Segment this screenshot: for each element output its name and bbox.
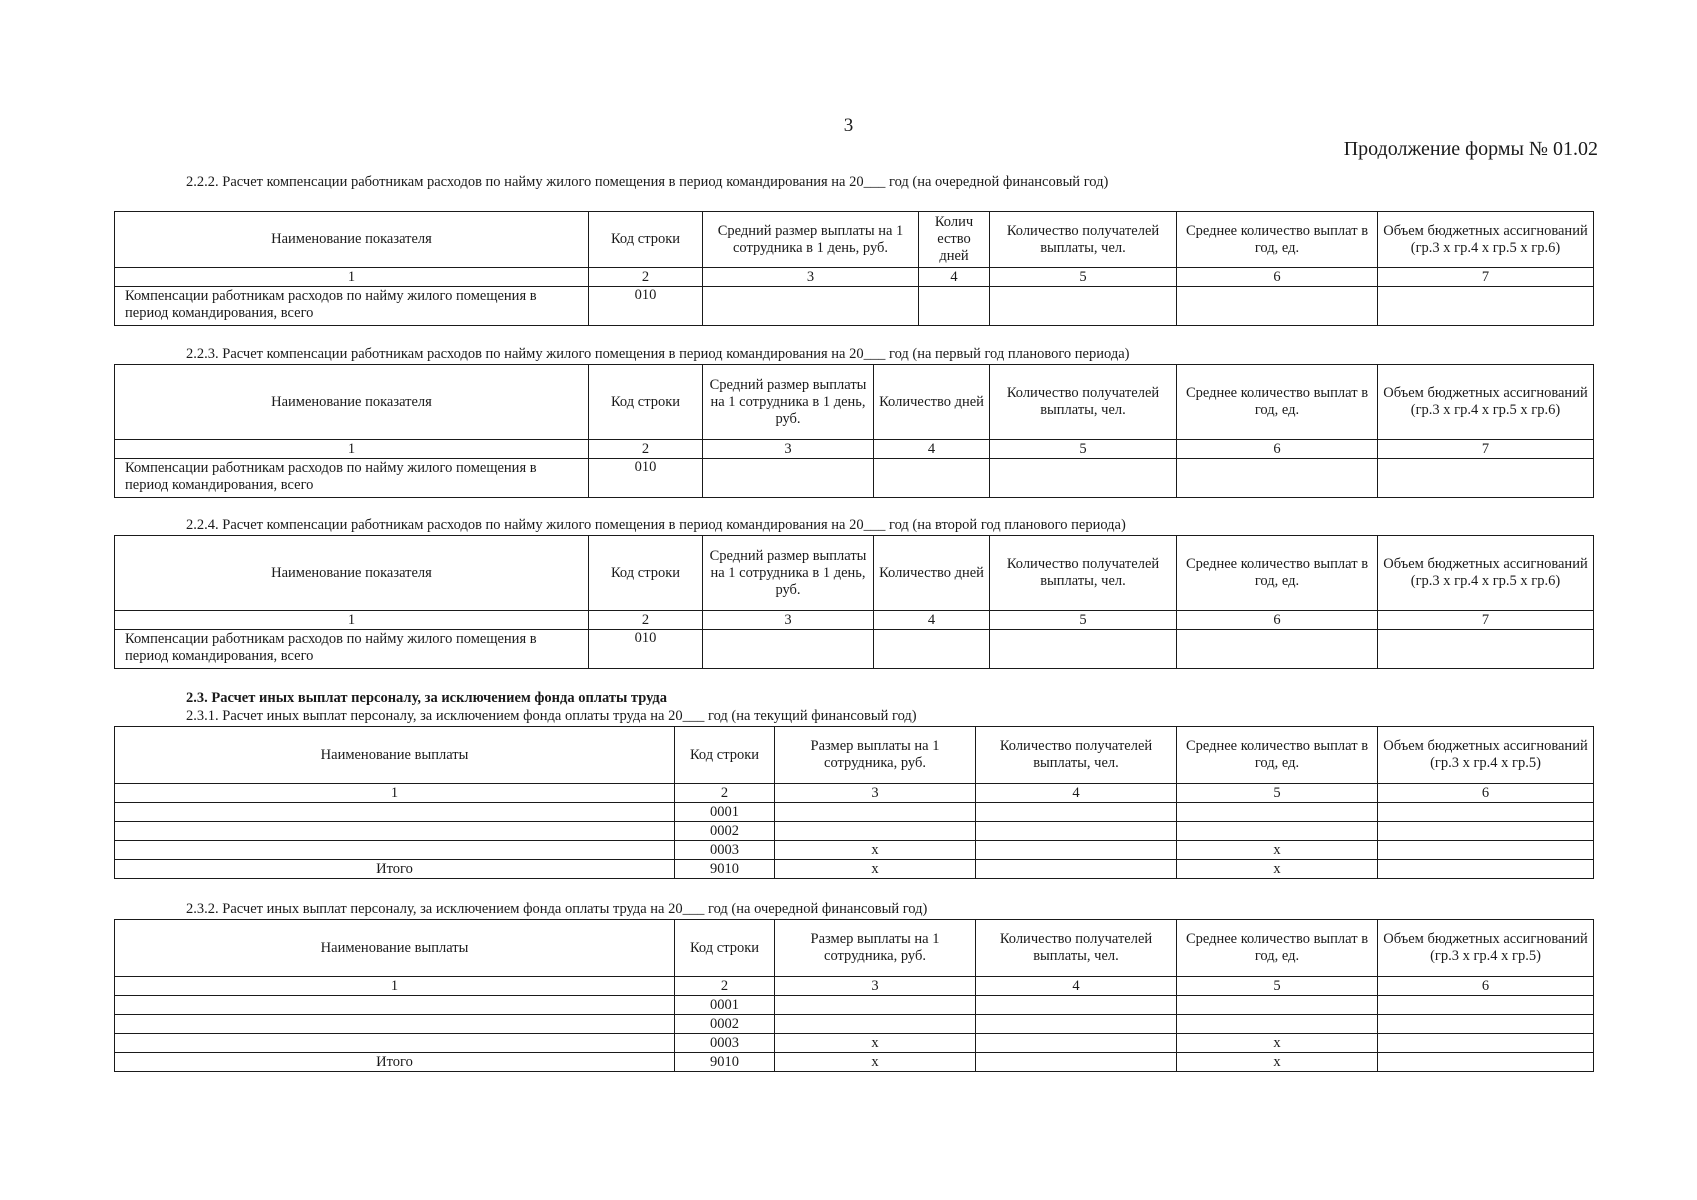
- column-number: 1: [115, 977, 675, 996]
- column-number: 1: [115, 611, 589, 630]
- header-cell: Наименование выплаты: [115, 727, 675, 784]
- row-name[interactable]: [115, 822, 675, 841]
- input-cell[interactable]: [1378, 630, 1594, 669]
- header-cell: Среднее количество выплат в год, ед.: [1177, 920, 1378, 977]
- header-cell: Количество получателей выплаты, чел.: [976, 920, 1177, 977]
- header-cell: Среднее количество выплат в год, ед.: [1177, 212, 1378, 268]
- row-code: 9010: [675, 1053, 775, 1072]
- column-number: 5: [990, 440, 1177, 459]
- table-231: [114, 726, 1594, 879]
- header-cell: Объем бюджетных ассигнований (гр.3 х гр.4 х гр.5): [1378, 727, 1594, 784]
- input-cell[interactable]: [1177, 996, 1378, 1015]
- input-cell[interactable]: [976, 841, 1177, 860]
- input-cell[interactable]: [1177, 822, 1378, 841]
- column-number: 7: [1378, 440, 1594, 459]
- input-cell[interactable]: [1378, 459, 1594, 498]
- header-cell: Наименование показателя: [115, 212, 589, 268]
- header-cell: Объем бюджетных ассигнований (гр.3 х гр.4 х гр.5 х гр.6): [1378, 536, 1594, 611]
- header-cell: Средний размер выплаты на 1 сотрудника в 1 день, руб.: [703, 365, 874, 440]
- row-name[interactable]: [115, 1015, 675, 1034]
- header-cell: Объем бюджетных ассигнований (гр.3 х гр.4 х гр.5): [1378, 920, 1594, 977]
- header-cell: Объем бюджетных ассигнований (гр.3 х гр.4 х гр.5 х гр.6): [1378, 212, 1594, 268]
- column-number: 2: [589, 440, 703, 459]
- row-name: Компенсации работникам расходов по найму жилого помещения в период командирования, всего: [115, 459, 589, 498]
- input-cell[interactable]: [976, 1015, 1177, 1034]
- header-cell: Код строки: [675, 920, 775, 977]
- input-cell[interactable]: [1378, 841, 1594, 860]
- column-number: 3: [703, 440, 874, 459]
- column-number: 4: [919, 268, 990, 287]
- input-cell[interactable]: [1378, 1034, 1594, 1053]
- column-number: 6: [1378, 977, 1594, 996]
- crossed-cell: х: [775, 860, 976, 879]
- column-number: 5: [1177, 784, 1378, 803]
- input-cell[interactable]: [775, 822, 976, 841]
- row-name[interactable]: [115, 996, 675, 1015]
- row-code: 0003: [675, 1034, 775, 1053]
- input-cell[interactable]: [1177, 630, 1378, 669]
- header-cell: Объем бюджетных ассигнований (гр.3 х гр.4 х гр.5 х гр.6): [1378, 365, 1594, 440]
- header-cell: Количество получателей выплаты, чел.: [990, 212, 1177, 268]
- column-number: 2: [589, 268, 703, 287]
- row-code: 0002: [675, 1015, 775, 1034]
- input-cell[interactable]: [1177, 803, 1378, 822]
- crossed-cell: х: [775, 1053, 976, 1072]
- input-cell[interactable]: [1378, 803, 1594, 822]
- column-number: 1: [115, 784, 675, 803]
- column-number: 3: [775, 977, 976, 996]
- table-row: [115, 803, 1594, 822]
- crossed-cell: х: [1177, 1034, 1378, 1053]
- table-row: [115, 1015, 1594, 1034]
- row-code: 0001: [675, 803, 775, 822]
- header-cell: Колич ество дней: [919, 212, 990, 268]
- crossed-cell: х: [775, 841, 976, 860]
- table-row: [115, 841, 1594, 860]
- input-cell[interactable]: [990, 287, 1177, 326]
- section-222-caption: 2.2.2. Расчет компенсации работникам расходов по найму жилого помещения в период командирования на 20___ год (на очередной финансовый год): [186, 174, 1109, 190]
- column-number: 4: [874, 440, 990, 459]
- row-code: 010: [589, 459, 703, 498]
- total-label: Итого: [115, 1053, 675, 1072]
- header-cell: Размер выплаты на 1 сотрудника, руб.: [775, 727, 976, 784]
- header-cell: Среднее количество выплат в год, ед.: [1177, 365, 1378, 440]
- input-cell[interactable]: [976, 803, 1177, 822]
- header-cell: Количество дней: [874, 536, 990, 611]
- header-cell: Количество получателей выплаты, чел.: [976, 727, 1177, 784]
- table-222: [114, 211, 1594, 326]
- crossed-cell: х: [1177, 1053, 1378, 1072]
- table-total-row: [115, 860, 1594, 879]
- table-total-row: [115, 1053, 1594, 1072]
- input-cell[interactable]: [1378, 860, 1594, 879]
- table-223: [114, 364, 1594, 498]
- column-number: 4: [874, 611, 990, 630]
- input-cell[interactable]: [1177, 1015, 1378, 1034]
- total-label: Итого: [115, 860, 675, 879]
- input-cell[interactable]: [1177, 459, 1378, 498]
- section-223-caption: 2.2.3. Расчет компенсации работникам расходов по найму жилого помещения в период командирования на 20___ год (на первый год планового периода): [186, 346, 1130, 362]
- input-cell[interactable]: [703, 287, 919, 326]
- row-code: 010: [589, 287, 703, 326]
- column-number: 6: [1177, 268, 1378, 287]
- row-name: Компенсации работникам расходов по найму жилого помещения в период командирования, всего: [115, 630, 589, 669]
- input-cell[interactable]: [1378, 1015, 1594, 1034]
- column-number: 5: [990, 611, 1177, 630]
- input-cell[interactable]: [703, 459, 874, 498]
- column-number: 6: [1378, 784, 1594, 803]
- header-cell: Средний размер выплаты на 1 сотрудника в 1 день, руб.: [703, 536, 874, 611]
- input-cell[interactable]: [1177, 287, 1378, 326]
- table-row: [115, 996, 1594, 1015]
- column-number: 4: [976, 784, 1177, 803]
- input-cell[interactable]: [874, 459, 990, 498]
- table-row: [115, 822, 1594, 841]
- header-cell: Количество получателей выплаты, чел.: [990, 536, 1177, 611]
- column-number: 4: [976, 977, 1177, 996]
- header-cell: Размер выплаты на 1 сотрудника, руб.: [775, 920, 976, 977]
- row-code: 9010: [675, 860, 775, 879]
- header-cell: Количество дней: [874, 365, 990, 440]
- row-name[interactable]: [115, 803, 675, 822]
- input-cell[interactable]: [976, 996, 1177, 1015]
- table-232: [114, 919, 1594, 1072]
- column-number: 1: [115, 440, 589, 459]
- section-224-caption: 2.2.4. Расчет компенсации работникам расходов по найму жилого помещения в период командирования на 20___ год (на второй год планового периода): [186, 517, 1126, 533]
- header-cell: Код строки: [589, 365, 703, 440]
- header-cell: Наименование показателя: [115, 365, 589, 440]
- row-code: 0002: [675, 822, 775, 841]
- header-cell: Среднее количество выплат в год, ед.: [1177, 727, 1378, 784]
- header-cell: Наименование выплаты: [115, 920, 675, 977]
- input-cell[interactable]: [990, 630, 1177, 669]
- section-232-caption: 2.3.2. Расчет иных выплат персоналу, за исключением фонда оплаты труда на 20___ год (на очередной финансовый год): [186, 901, 928, 917]
- input-cell[interactable]: [775, 996, 976, 1015]
- header-cell: Код строки: [589, 212, 703, 268]
- header-cell: Наименование показателя: [115, 536, 589, 611]
- row-name[interactable]: [115, 841, 675, 860]
- input-cell[interactable]: [976, 860, 1177, 879]
- input-cell[interactable]: [1378, 822, 1594, 841]
- table-row: [115, 1034, 1594, 1053]
- column-number: 6: [1177, 440, 1378, 459]
- input-cell[interactable]: [976, 822, 1177, 841]
- crossed-cell: х: [1177, 860, 1378, 879]
- header-cell: Средний размер выплаты на 1 сотрудника в 1 день, руб.: [703, 212, 919, 268]
- row-name[interactable]: [115, 1034, 675, 1053]
- column-number: 7: [1378, 611, 1594, 630]
- input-cell[interactable]: [1378, 287, 1594, 326]
- input-cell[interactable]: [775, 803, 976, 822]
- form-continuation-label: Продолжение формы № 01.02: [1343, 138, 1598, 160]
- crossed-cell: х: [775, 1034, 976, 1053]
- column-number: 3: [703, 268, 919, 287]
- row-code: 010: [589, 630, 703, 669]
- section-23-title: 2.3. Расчет иных выплат персоналу, за исключением фонда оплаты труда: [186, 690, 668, 706]
- column-number: 2: [675, 784, 775, 803]
- header-cell: Код строки: [589, 536, 703, 611]
- row-code: 0003: [675, 841, 775, 860]
- input-cell[interactable]: [874, 630, 990, 669]
- column-number: 2: [675, 977, 775, 996]
- crossed-cell: х: [1177, 841, 1378, 860]
- input-cell[interactable]: [1378, 996, 1594, 1015]
- input-cell[interactable]: [1378, 1053, 1594, 1072]
- input-cell[interactable]: [976, 1053, 1177, 1072]
- input-cell[interactable]: [919, 287, 990, 326]
- column-number: 3: [775, 784, 976, 803]
- page-number: 3: [843, 115, 854, 136]
- header-cell: Код строки: [675, 727, 775, 784]
- column-number: 1: [115, 268, 589, 287]
- column-number: 5: [990, 268, 1177, 287]
- table-224: [114, 535, 1594, 669]
- input-cell[interactable]: [990, 459, 1177, 498]
- column-number: 7: [1378, 268, 1594, 287]
- input-cell[interactable]: [703, 630, 874, 669]
- column-number: 2: [589, 611, 703, 630]
- row-code: 0001: [675, 996, 775, 1015]
- input-cell[interactable]: [976, 1034, 1177, 1053]
- input-cell[interactable]: [775, 1015, 976, 1034]
- row-name: Компенсации работникам расходов по найму жилого помещения в период командирования, всего: [115, 287, 589, 326]
- header-cell: Среднее количество выплат в год, ед.: [1177, 536, 1378, 611]
- header-cell: Количество получателей выплаты, чел.: [990, 365, 1177, 440]
- column-number: 3: [703, 611, 874, 630]
- column-number: 5: [1177, 977, 1378, 996]
- section-231-caption: 2.3.1. Расчет иных выплат персоналу, за исключением фонда оплаты труда на 20___ год (на текущий финансовый год): [186, 708, 917, 724]
- column-number: 6: [1177, 611, 1378, 630]
